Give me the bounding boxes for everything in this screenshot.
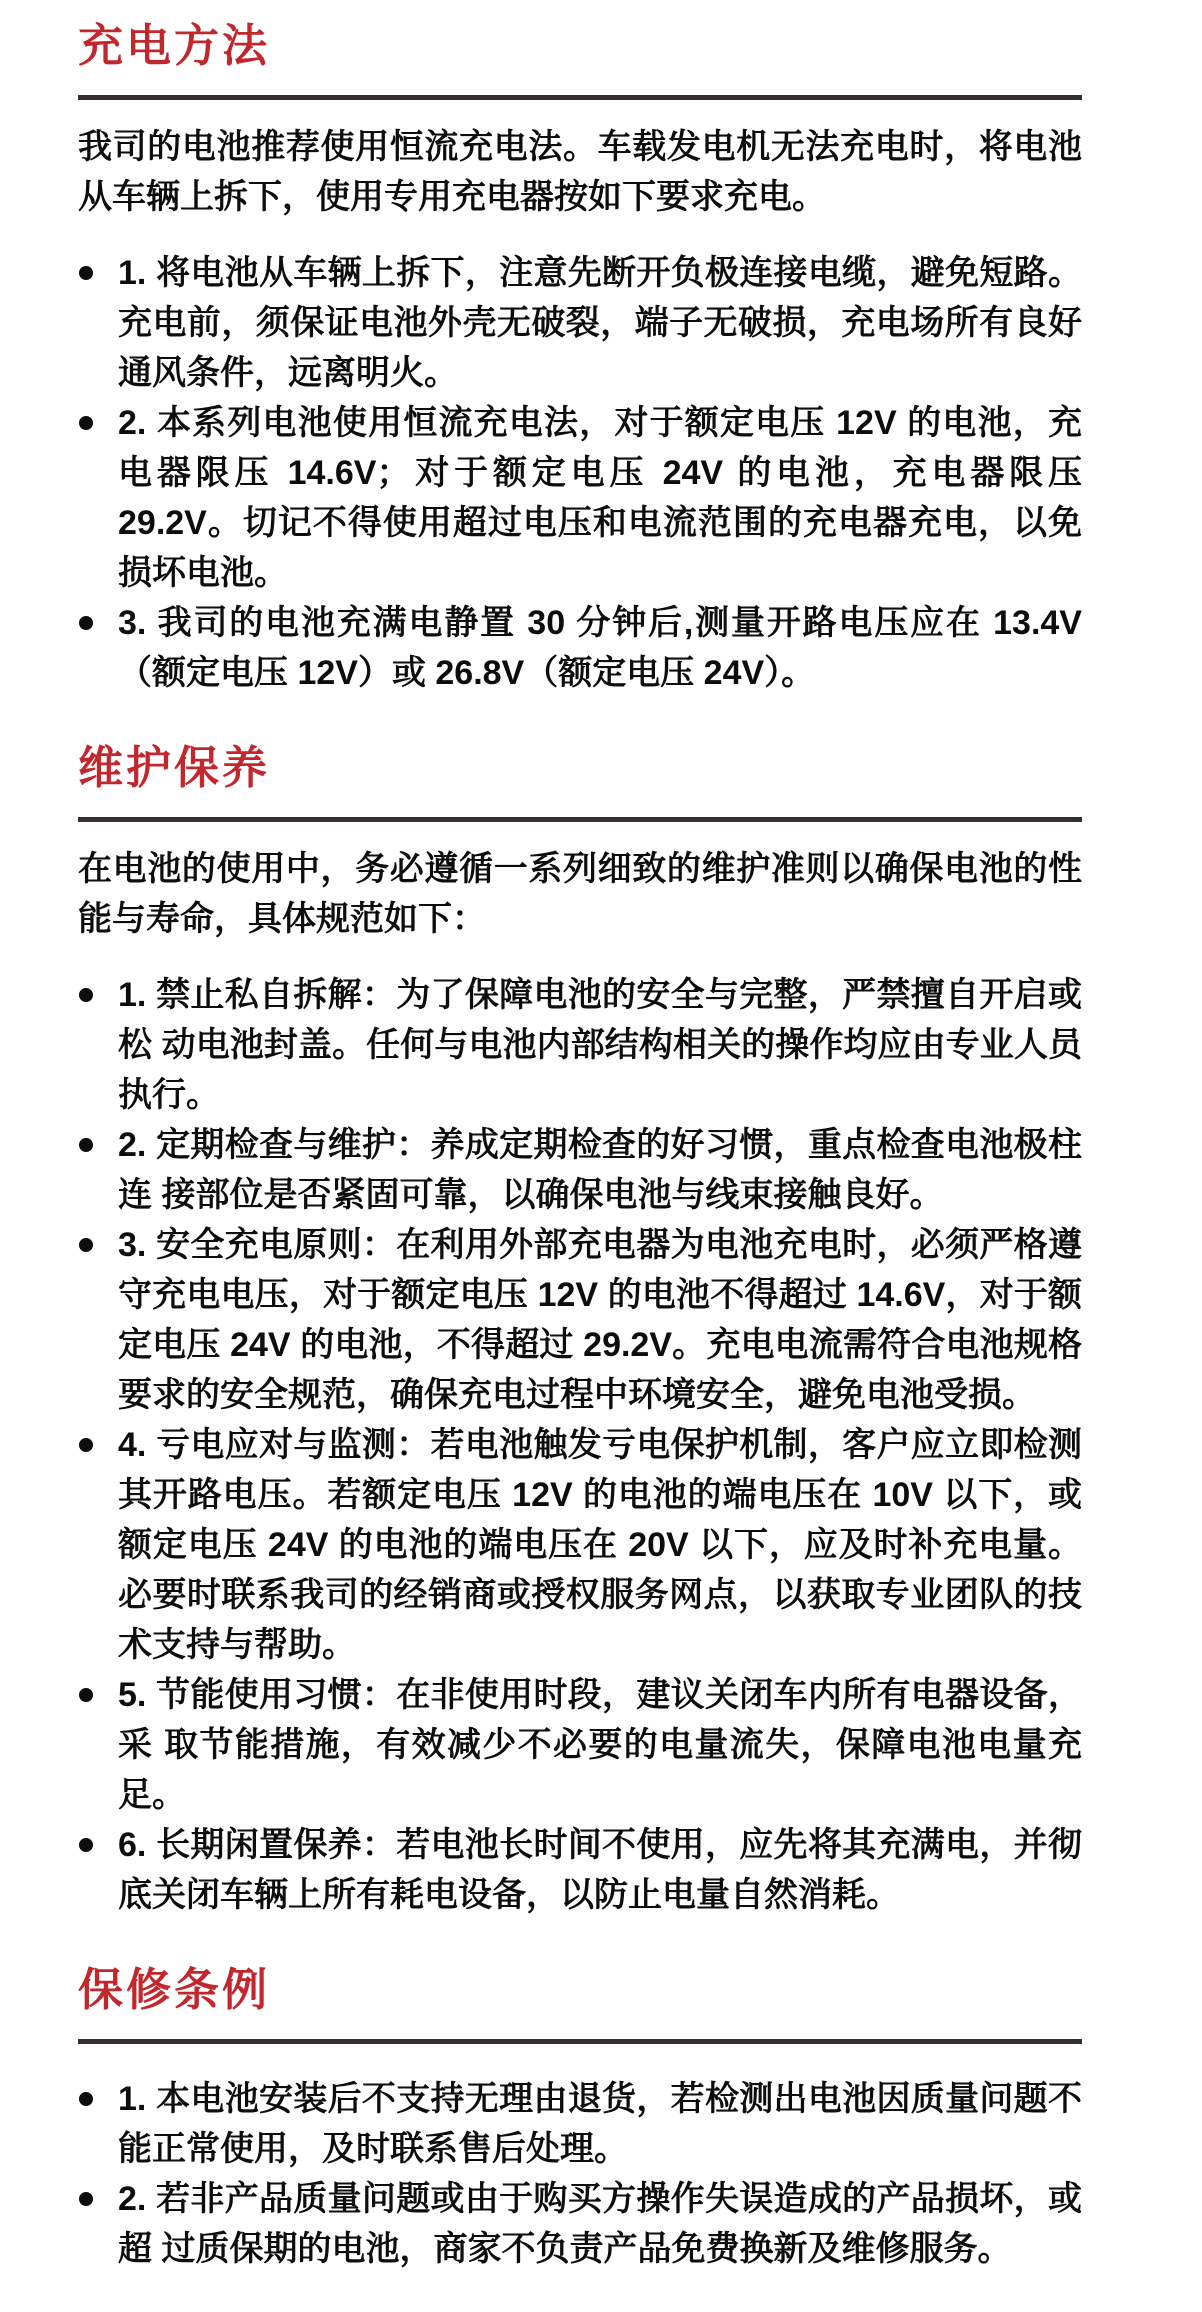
bullet-marker	[79, 1688, 93, 1702]
bullet-list-warranty	[78, 2074, 1082, 2274]
list-item-text: 1. 禁止私自拆解：为了保障电池的安全与完整，严禁擅自开启或松 动电池封盖。任何与电池内部结构相关的操作均应由专业人员执行。	[118, 976, 1082, 1114]
bullet-marker	[79, 1138, 93, 1152]
list-item	[78, 1820, 1082, 1920]
section-maintenance	[78, 744, 1082, 1920]
section-title-maintenance: 维护保养	[78, 742, 271, 793]
list-item	[78, 1220, 1082, 1420]
list-item-text: 1. 本电池安装后不支持无理由退货，若检测出电池因质量问题不能正常使用，及时联系售后处理。	[118, 2080, 1082, 2168]
section-intro-charging: 我司的电池推荐使用恒流充电法。车载发电机无法充电时，将电池从车辆上拆下，使用专用充电器按如下要求充电。	[78, 128, 1082, 216]
section-divider	[78, 95, 1082, 100]
bullet-marker	[79, 2192, 93, 2206]
bullet-marker	[79, 616, 93, 630]
section-warranty	[78, 1966, 1082, 2274]
section-divider	[78, 817, 1082, 822]
list-item-text: 2. 本系列电池使用恒流充电法，对于额定电压 12V 的电池，充电器限压 14.6V；对于额定电压 24V 的电池，充电器限压 29.2V。切记不得使用超过电压和电流范围的充电器充电，以免损坏电池。	[118, 404, 1082, 592]
list-item	[78, 1670, 1082, 1820]
bullet-marker	[79, 266, 93, 280]
list-item-text: 2. 若非产品质量问题或由于购买方操作失误造成的产品损坏，或超 过质保期的电池，商家不负责产品免费换新及维修服务。	[118, 2180, 1082, 2268]
bullet-list-charging	[78, 248, 1082, 698]
list-item	[78, 598, 1082, 698]
bullet-marker	[79, 988, 93, 1002]
list-item	[78, 248, 1082, 398]
section-divider	[78, 2039, 1082, 2044]
list-item	[78, 2174, 1082, 2274]
list-item-text: 4. 亏电应对与监测：若电池触发亏电保护机制，客户应立即检测其开路电压。若额定电压 12V 的电池的端电压在 10V 以下，或额定电压 24V 的电池的端电压在 20V 以下，应及时补充电量。必要时联系我司的经销商或授权服务网点，以获取专业团队的技术支持与帮助。	[118, 1426, 1082, 1664]
list-item-text: 5. 节能使用习惯：在非使用时段，建议关闭车内所有电器设备，采 取节能措施，有效减少不必要的电量流失，保障电池电量充足。	[118, 1676, 1082, 1814]
list-item-text: 3. 安全充电原则：在利用外部充电器为电池充电时，必须严格遵守充电电压，对于额定电压 12V 的电池不得超过 14.6V，对于额定电压 24V 的电池，不得超过 29.2V。充电电流需符合电池规格要求的安全规范，确保充电过程中环境安全，避免电池受损。	[118, 1226, 1082, 1414]
bullet-marker	[79, 416, 93, 430]
section-charging	[78, 22, 1082, 698]
list-item	[78, 1120, 1082, 1220]
section-intro-maintenance: 在电池的使用中，务必遵循一系列细致的维护准则以确保电池的性能与寿命，具体规范如下：	[78, 850, 1082, 938]
list-item-text: 1. 将电池从车辆上拆下，注意先断开负极连接电缆，避免短路。充电前，须保证电池外壳无破裂，端子无破损，充电场所有良好通风条件，远离明火。	[118, 254, 1082, 392]
section-title-charging: 充电方法	[78, 20, 271, 71]
bullet-marker	[79, 1838, 93, 1852]
list-item-text: 2. 定期检查与维护：养成定期检查的好习惯，重点检查电池极柱连 接部位是否紧固可靠，以确保电池与线束接触良好。	[118, 1126, 1082, 1214]
list-item-text: 3. 我司的电池充满电静置 30 分钟后,测量开路电压应在 13.4V（额定电压 12V）或 26.8V（额定电压 24V）。	[118, 604, 1082, 692]
bullet-marker	[79, 1438, 93, 1452]
section-title-warranty: 保修条例	[78, 1964, 271, 2015]
bullet-list-maintenance	[78, 970, 1082, 1920]
list-item	[78, 2074, 1082, 2174]
list-item	[78, 1420, 1082, 1670]
list-item	[78, 970, 1082, 1120]
list-item	[78, 398, 1082, 598]
bullet-marker	[79, 2092, 93, 2106]
list-item-text: 6. 长期闲置保养：若电池长时间不使用，应先将其充满电，并彻底关闭车辆上所有耗电设备，以防止电量自然消耗。	[118, 1826, 1082, 1914]
bullet-marker	[79, 1238, 93, 1252]
